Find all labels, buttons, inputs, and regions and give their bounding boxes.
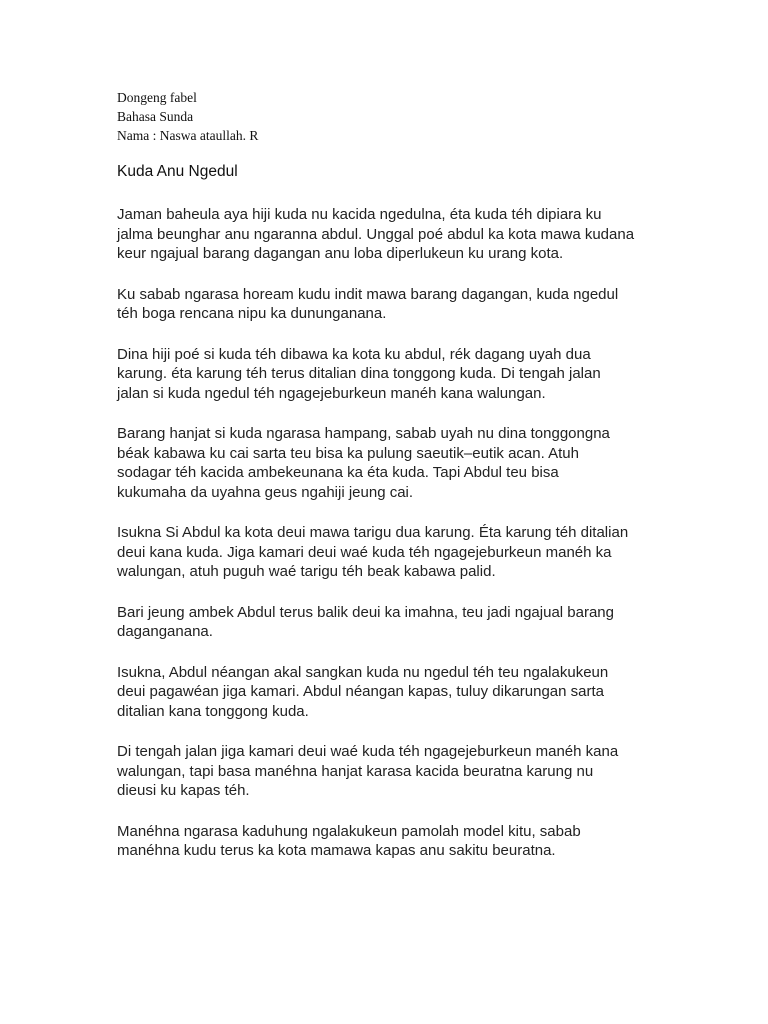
paragraph: Dina hiji poé si kuda téh dibawa ka kota ku abdul, rék dagang uyah dua karung. éta karung téh terus ditalian dina tonggong kuda. Di tengah jalan jalan si kuda ngedul téh ngagejeburkeun manéh kana walungan. bbox=[117, 345, 601, 402]
header-author-name: Nama : Naswa ataullah. R bbox=[117, 128, 259, 143]
paragraph: Manéhna ngarasa kaduhung ngalakukeun pamolah model kitu, sabab manéhna kudu terus ka kota mamawa kapas anu sakitu beuratna. bbox=[117, 822, 581, 859]
document-header bbox=[117, 88, 258, 145]
paragraph: Isukna, Abdul néangan akal sangkan kuda nu ngedul téh teu ngalakukeun deui pagawéan jiga kamari. Abdul néangan kapas, tuluy dikarungan sarta ditalian kana tonggong kuda. bbox=[117, 663, 609, 720]
header-genre: Dongeng fabel bbox=[117, 90, 197, 105]
paragraph: Isukna Si Abdul ka kota deui mawa tarigu dua karung. Éta karung téh ditalian deui kana kuda. Jiga kamari deui waé kuda téh ngagejeburkeun manéh ka walungan, atuh puguh waé tarigu téh beak kabawa palid. bbox=[117, 524, 629, 580]
story-title: Kuda Anu Ngedul bbox=[117, 163, 238, 180]
paragraph: Di tengah jalan jiga kamari deui waé kuda téh ngagejeburkeun manéh kana walungan, tapi basa manéhna hanjat karasa kacida beuratna karung nu dieusi ku kapas téh. bbox=[117, 743, 619, 799]
story-body bbox=[117, 205, 677, 882]
paragraph: Barang hanjat si kuda ngarasa hampang, sabab uyah nu dina tonggongna béak kabawa ku cai sarta teu bisa ka pulung saeutik–eutik acan. Atuh sodagar téh kacida ambekeunana ka éta kuda. Tapi Abdul teu bisa kukumaha da uyahna geus ngahiji jeung cai. bbox=[117, 425, 610, 501]
paragraph: Ku sabab ngarasa hoream kudu indit mawa barang dagangan, kuda ngedul téh boga rencana nipu ka dununganana. bbox=[117, 285, 619, 322]
paragraph: Bari jeung ambek Abdul terus balik deui ka imahna, teu jadi ngajual barang daganganana. bbox=[117, 603, 614, 640]
header-language: Bahasa Sunda bbox=[117, 109, 194, 124]
paragraph: Jaman baheula aya hiji kuda nu kacida ngedulna, éta kuda téh dipiara ku jalma beunghar anu ngaranna abdul. Unggal poé abdul ka kota mawa kudana keur ngajual barang dagangan anu loba diperlukeun ku urang kota. bbox=[117, 206, 635, 262]
